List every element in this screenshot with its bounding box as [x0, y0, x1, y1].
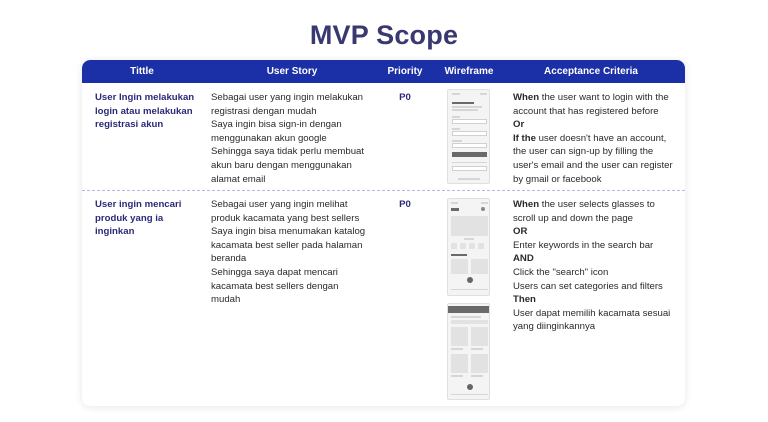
row-2-criteria-line: Then — [513, 294, 536, 306]
table-row-1-criteria — [513, 91, 683, 186]
table-row-2-story — [211, 198, 381, 307]
wireframe-home-image — [447, 198, 490, 296]
row-2-criteria-line: User dapat memilih kacamata sesuai — [513, 307, 671, 319]
row-2-story-line: kacamata best seller pada halaman — [211, 239, 363, 251]
row-2-criteria-line: scroll up and down the page — [513, 212, 634, 224]
row-2-title-line: inginkan — [95, 226, 135, 238]
row-2-story-line: mudah — [211, 294, 241, 306]
row-2-story-line: beranda — [211, 253, 247, 265]
row-2-criteria-line: Enter keywords in the search bar — [513, 239, 654, 251]
wireframe-catalog-image — [447, 303, 490, 400]
row-2-story-line: Sebagai user yang ingin melihat — [211, 199, 348, 210]
row-1-criteria-line: by gmail or facebook — [513, 173, 602, 185]
row-1-criteria-line: When the user want to login with the — [513, 92, 669, 103]
row-1-criteria-line: user's email and the user can register — [513, 159, 673, 171]
table-row-1-title — [95, 91, 205, 132]
mvp-scope-table — [82, 60, 685, 406]
row-2-criteria-line: When the user selects glasses to — [513, 199, 655, 210]
row-1-story-line: Sebagai user yang ingin melakukan — [211, 92, 364, 103]
row-1-story-line: Sehingga saya tidak perlu membuat — [211, 146, 365, 158]
row-2-criteria-line: Click the "search" icon — [513, 266, 609, 278]
table-row-2-title — [95, 198, 205, 239]
row-2-title-line: User ingin mencari — [95, 199, 182, 210]
header-priority: Priority — [387, 66, 423, 77]
row-1-story-line: menggunakan akun google — [211, 132, 327, 144]
wireframe-login-image — [447, 89, 490, 184]
page-title: MVP Scope — [309, 20, 459, 50]
row-2-story-line: kacamata best sellers dengan — [211, 280, 339, 292]
row-1-criteria-line: the user can sign-up by filling the — [513, 146, 654, 158]
row-2-story-line: Saya ingin bisa menumakan katalog — [211, 226, 366, 238]
row-1-title-line: User Ingin melakukan — [95, 92, 195, 103]
row-1-story-line: Saya ingin bisa sign-in dengan — [211, 119, 342, 131]
row-1-title-line: login atau melakukan — [95, 105, 193, 117]
table-row-1-story — [211, 91, 381, 186]
row-divider — [82, 190, 685, 191]
table-row-2-criteria — [513, 198, 683, 334]
row-2-criteria-line: AND — [513, 253, 534, 265]
row-1-story-line: alamat email — [211, 173, 266, 185]
row-1-criteria-line: Or — [513, 119, 525, 131]
row-1-priority: P0 — [399, 92, 411, 103]
row-1-story-line: registrasi dengan mudah — [211, 105, 317, 117]
row-1-title-line: registrasi akun — [95, 119, 164, 131]
table-header — [82, 60, 685, 83]
row-1-criteria-line: account that has registered before — [513, 105, 659, 117]
row-2-story-line: produk kacamata yang best sellers — [211, 212, 360, 224]
header-wireframe: Wireframe — [444, 66, 494, 77]
header-acceptance-criteria: Acceptance Criteria — [544, 66, 638, 77]
row-2-title-line: produk yang ia — [95, 212, 164, 224]
row-2-story-line: Sehingga saya dapat mencari — [211, 266, 338, 278]
row-1-criteria-line: If the user doesn't have an account, — [513, 132, 667, 144]
header-user-story: User Story — [266, 66, 318, 77]
row-2-criteria-line: yang diinginkannya — [513, 321, 596, 333]
row-1-story-line: akun baru dengan menggunakan — [211, 159, 352, 171]
header-tittle: Tittle — [130, 66, 154, 77]
row-2-priority: P0 — [399, 199, 411, 210]
row-2-criteria-line: Users can set categories and filters — [513, 280, 663, 292]
row-2-criteria-line: OR — [513, 226, 528, 238]
